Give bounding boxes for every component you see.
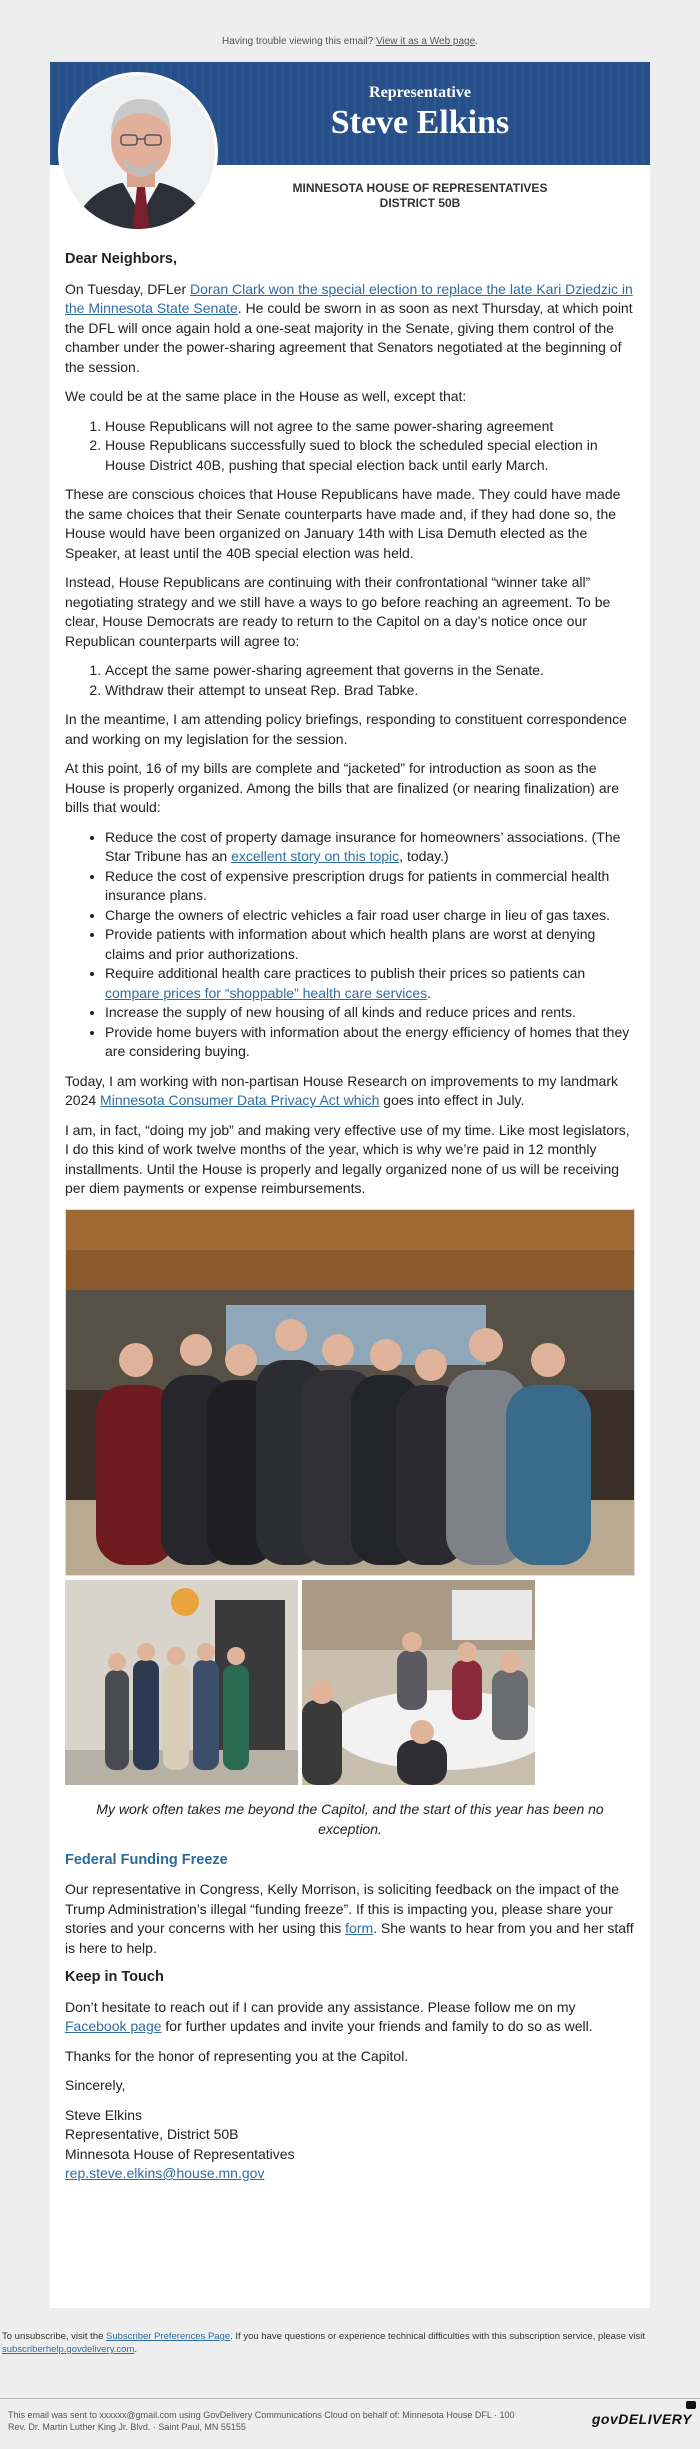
p7-text-a: Today, I am working with non-partisan House Research on improvements to my landmark 2024 [65, 1072, 618, 1108]
list-item [105, 828, 635, 867]
doran-clark-link[interactable]: Doran Clark won the special election to replace the late Kari Dziedzic in the Minnesota State Senate [65, 280, 633, 316]
federal-funding-heading: Federal Funding Freeze [65, 1851, 228, 1868]
data-privacy-act-link[interactable]: Minnesota Consumer Data Privacy Act which [100, 1092, 380, 1108]
unsub-text-b: . If you have questions or experience technical difficulties with this subscription service, please visit [230, 2331, 645, 2342]
paragraph-negotiating-strategy: Instead, House Republicans are continuing with their confrontational “winner take all” negotiating strategy and we still have a ways to go before reaching an agreement. To be clear, House Democrats are ready to return to the Capitol on a day’s notice once our Republican counterparts will agree to: [65, 574, 611, 649]
paragraph-funding-freeze [65, 1880, 635, 1958]
small-photo-1-illustration [65, 1580, 298, 1785]
facebook-page-link[interactable]: Facebook page [65, 2018, 162, 2034]
email-card [50, 62, 650, 2308]
bullet5-text-b: . [427, 984, 432, 1001]
small-photo-2-illustration [302, 1580, 535, 1785]
list-item: • Increase the supply of new housing of all kinds and reduce prices and rents. [105, 1003, 635, 1023]
bullet5-text-a: Require additional health care practices to publish their prices so patients can [105, 965, 586, 981]
paragraph-doing-my-job: I am, in fact, “doing my job” and making very effective use of my time. Like most legislators, I do this kind of work twelve months of the year, which is why we’re paid in 12 monthly installments. Until the House is properly and legally organized none of us will be receiving per diem payments or expense reimbursements. [65, 1121, 630, 1196]
subscriber-help-link[interactable]: subscriberhelp.govdelivery.com [2, 2344, 135, 2355]
house-district [240, 181, 600, 211]
sent-line-1: This email was sent to xxxxxx@gmail.com using GovDelivery Communications Cloud on behalf of: Minnesota House DFL · 100 [8, 2410, 515, 2420]
footer-sent-info [8, 2409, 608, 2433]
govdelivery-logo-text: govDELIVERY [591, 2411, 692, 2427]
unsub-text-a: To unsubscribe, visit the [2, 2331, 107, 2342]
paragraph-reach-out [65, 1998, 635, 2037]
portrait-photo [58, 72, 218, 232]
bullet1-text-a: Reduce the cost of property damage insurance for homeowners’ associations. (The Star Tribune has an [105, 828, 621, 864]
preheader-text: Having trouble viewing this email? [222, 36, 377, 47]
list-item: 1. Accept the same power-sharing agreement that governs in the Senate. [105, 661, 635, 681]
house-line-2: DISTRICT 50B [379, 196, 461, 210]
list-item: • Provide home buyers with information about the energy efficiency of homes that they are considering buying. [105, 1023, 635, 1062]
list-item: • Provide patients with information about which health plans are worst at denying claims and prior authorizations. [105, 925, 635, 964]
list-item: 1. House Republicans will not agree to the same power-sharing agreement [105, 417, 635, 437]
p9-text-a: Our representative in Congress, Kelly Morrison, is soliciting feedback on the impact of the Trump Administration’s illegal “funding freeze”. If this is impacting you, please share your stories and your concerns with her using this [65, 1881, 620, 1936]
paragraph-meantime: In the meantime, I am attending policy briefings, responding to constituent correspondence and working on my legislation for the session. [65, 711, 627, 747]
paragraph-data-privacy [65, 1072, 635, 1111]
group-photo-small-1 [65, 1580, 298, 1785]
list-item: • Charge the owners of electric vehicles a fair road user charge in lieu of gas taxes. [105, 906, 635, 926]
list-item: 2. House Republicans successfully sued to block the scheduled special election in House District 40B, pushing that special election back until early March. [105, 436, 635, 475]
photo-caption: My work often takes me beyond the Capitol, and the start of this year has been no exception. [96, 1800, 604, 1837]
group-photo-illustration [66, 1210, 635, 1576]
republican-actions-list [105, 417, 635, 476]
bullet1-text-b: , today.) [399, 848, 449, 864]
sent-line-2: Rev. Dr. Martin Luther King Jr. Blvd. · Saint Paul, MN 55155 [8, 2422, 246, 2432]
list-item: • Reduce the cost of expensive prescription drugs for patients in commercial health insurance plans. [105, 867, 635, 906]
footer-divider [0, 2398, 700, 2399]
paragraph-thanks: Thanks for the honor of representing you at the Capitol. [65, 2047, 409, 2064]
signature [65, 2106, 635, 2184]
list-item [105, 964, 635, 1003]
banner-title-name: Steve Elkins [330, 104, 510, 141]
preheader-end: . [475, 36, 478, 47]
preheader [0, 0, 700, 62]
democrat-conditions-list [105, 661, 635, 700]
p7-text-b: goes into effect in July. [379, 1092, 525, 1108]
p10-text-b: for further updates and invite your friends and family to do so as well. [161, 2018, 593, 2034]
star-tribune-story-link[interactable]: excellent story on this topic [231, 848, 400, 864]
group-photo-small-2 [302, 1580, 635, 1785]
footer-unsubscribe [0, 2330, 700, 2356]
paragraph-conscious-choices: These are conscious choices that House Republicans have made. They could have made the same choices that their Senate counterparts have made and, if they had done so, the House would have been organized on January 14th with Lisa Demuth elected as the Speaker, at least until the 40B special election was held. [65, 486, 621, 561]
p10-text-a: Don’t hesitate to reach out if I can provide any assistance. Please follow me on my [65, 1998, 576, 2015]
photo-row [65, 1580, 635, 1785]
signature-name: Steve Elkins [65, 2106, 143, 2123]
view-web-link[interactable]: View it as a Web page [376, 36, 476, 47]
keep-in-touch-heading: Keep in Touch [65, 1969, 164, 1985]
subscriber-preferences-link[interactable]: Subscriber Preferences Page [106, 2331, 231, 2342]
p9-text-b: . She wants to hear from you and her staff is here to help. [65, 1920, 634, 1956]
govdelivery-logo [592, 2411, 692, 2427]
banner-title-small: Representative [369, 84, 471, 101]
help-end: . [134, 2344, 137, 2355]
email-body [65, 250, 635, 2184]
paragraph-special-election [65, 280, 635, 378]
p1-text-b: . He could be sworn in as soon as next Thursday, at which point the DFL will once again hold a one-seat majority in the Senate, giving them control of the chamber under the power-sharing agreement that Senators negotiated at the beginning of the session. [65, 300, 633, 375]
compare-prices-link[interactable]: compare prices for “shoppable” health care services [105, 984, 428, 1001]
paragraph-sincerely: Sincerely, [65, 2077, 126, 2093]
group-photo [65, 1209, 635, 1576]
email-link[interactable]: rep.steve.elkins@house.mn.gov [65, 2165, 265, 2181]
list-item: 2. Withdraw their attempt to unseat Rep. Brad Tabke. [105, 681, 635, 701]
signature-title: Representative, District 50B [65, 2126, 239, 2142]
speech-bubble-icon [686, 2401, 696, 2409]
p1-text-a: On Tuesday, DFLer [65, 280, 191, 297]
bills-list [105, 828, 635, 1062]
paragraph-house-situation: We could be at the same place in the House as well, except that: [65, 388, 467, 404]
greeting: Dear Neighbors, [65, 251, 177, 267]
signature-org: Minnesota House of Representatives [65, 2145, 295, 2162]
header [50, 62, 650, 280]
portrait-illustration [61, 75, 218, 232]
house-line-1: MINNESOTA HOUSE OF REPRESENTATIVES [292, 181, 548, 195]
paragraph-bills: At this point, 16 of my bills are complete and “jacketed” for introduction as soon as the House is properly organized. Among the bills that are finalized (or nearing finalization) are bills that would: [65, 760, 620, 815]
feedback-form-link[interactable]: form [345, 1920, 374, 1936]
